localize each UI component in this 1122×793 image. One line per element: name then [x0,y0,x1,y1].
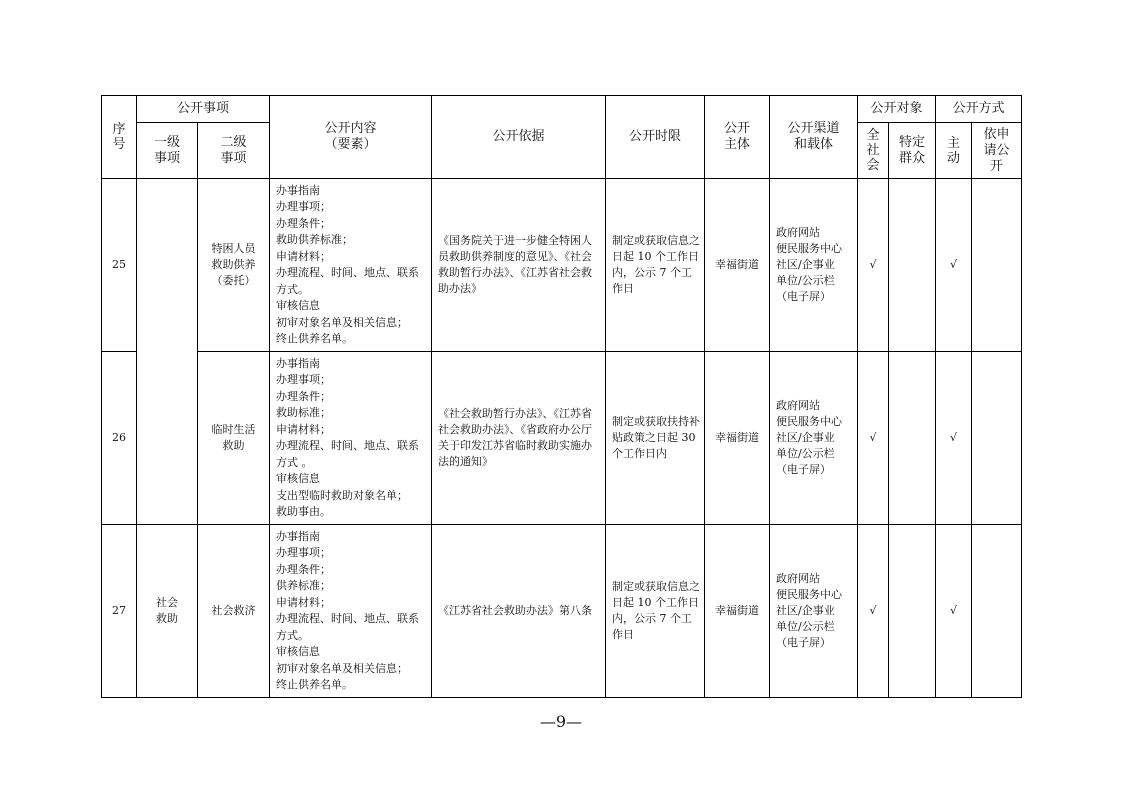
header-audience: 公开对象 [858,96,936,123]
header-level1: 一级事项 [137,123,198,179]
row-apply-check [972,525,1022,698]
row-all-society-check: √ [858,179,889,352]
row-level2: 特困人员救助供养（委托） [198,179,270,352]
table-row [102,525,1022,698]
row-level1 [137,179,198,525]
row-active-check: √ [936,525,972,698]
table-row [102,179,1022,352]
row-active-check: √ [936,179,972,352]
row-seq: 25 [102,179,137,352]
row-channel: 政府网站 便民服务中心 社区/企事业 单位/公示栏 （电子屏） [770,525,858,698]
disclosure-table [101,95,1022,698]
header-content: 公开内容 （要素） [270,96,432,179]
row-specific-check [889,352,936,525]
header-channel: 公开渠道 和载体 [770,96,858,179]
row-subject: 幸福街道 [705,179,770,352]
header-audience-specific: 特定群众 [889,123,936,179]
header-method-active: 主动 [936,123,972,179]
row-seq: 26 [102,352,137,525]
header-level2: 二级事项 [198,123,270,179]
header-method-apply: 依申请公开 [972,123,1022,179]
row-level2: 社会救济 [198,525,270,698]
row-level1: 社会救助 [137,525,198,698]
row-apply-check [972,352,1022,525]
row-all-society-check: √ [858,352,889,525]
header-method: 公开方式 [936,96,1022,123]
row-channel: 政府网站 便民服务中心 社区/企事业 单位/公示栏 （电子屏） [770,179,858,352]
row-subject: 幸福街道 [705,525,770,698]
page-number: —9— [539,712,583,731]
row-active-check: √ [936,352,972,525]
row-all-society-check: √ [858,525,889,698]
row-basis: 《江苏省社会救助办法》第八条 [432,525,606,698]
row-specific-check [889,525,936,698]
row-content: 办事指南 办理事项； 办理条件； 供养标准； 申请材料； 办理流程、时间、地点、联系 方式。 审核信息 初审对象名单及相关信息； 终止供养名单。 [270,525,432,698]
header-time-limit: 公开时限 [606,96,705,179]
header-audience-all: 全社会 [858,123,889,179]
table-row [102,352,1022,525]
row-content: 办事指南 办理事项； 办理条件； 救助标准； 申请材料； 办理流程、时间、地点、联系 方式 。 审核信息 支出型临时救助对象名单； 救助事由。 [270,352,432,525]
header-basis: 公开依据 [432,96,606,179]
row-seq: 27 [102,525,137,698]
row-time-limit: 制定或获取信息之日起 10 个工作日内，公示 7 个工作日 [606,179,705,352]
row-basis: 《社会救助暂行办法》、《江苏省社会救助办法》、《省政府办公厅关于印发江苏省临时救助实施办法的通知》 [432,352,606,525]
row-apply-check [972,179,1022,352]
row-level2: 临时生活救助 [198,352,270,525]
header-seq: 序号 [102,96,137,179]
row-time-limit: 制定或获取信息之日起 10 个工作日内，公示 7 个工作日 [606,525,705,698]
header-subject: 公开主体 [705,96,770,179]
row-subject: 幸福街道 [705,352,770,525]
row-basis: 《国务院关于进一步健全特困人员救助供养制度的意见》、《社会救助暂行办法》、《江苏省社会救助办法》 [432,179,606,352]
row-time-limit: 制定或获取扶持补贴政策之日起 30 个工作日内 [606,352,705,525]
row-content: 办事指南 办理事项； 办理条件； 救助供养标准； 申请材料； 办理流程、时间、地点、联系 方式。 审核信息 初审对象名单及相关信息； 终止供养名单。 [270,179,432,352]
header-open-items: 公开事项 [137,96,270,123]
row-channel: 政府网站 便民服务中心 社区/企事业 单位/公示栏 （电子屏） [770,352,858,525]
row-specific-check [889,179,936,352]
